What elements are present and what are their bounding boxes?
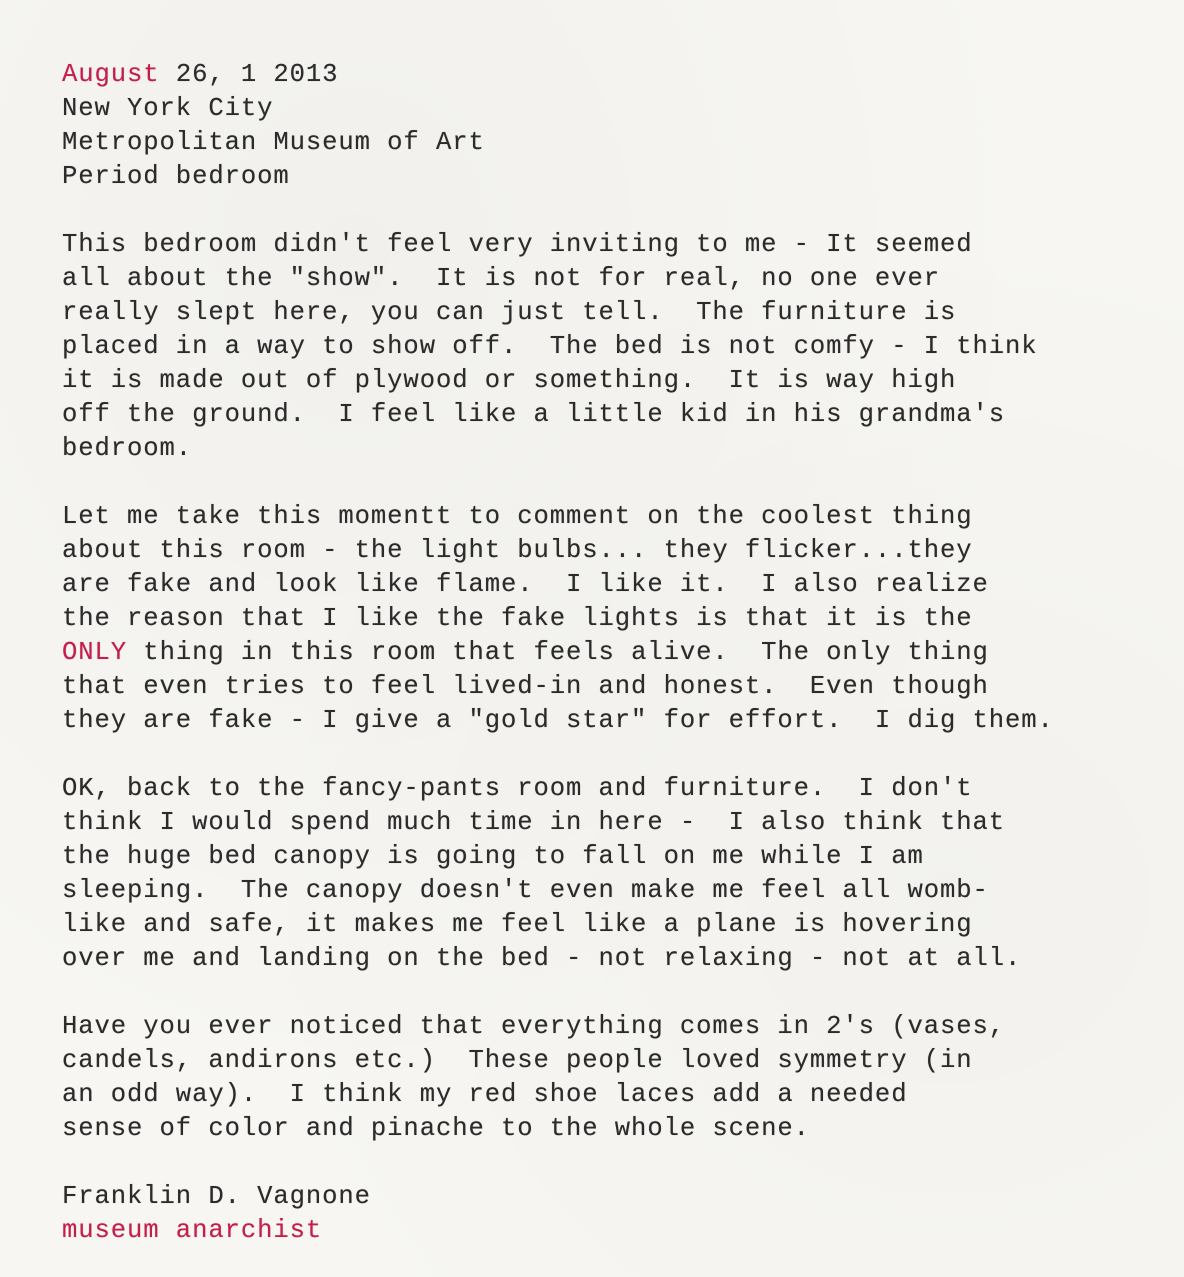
paragraph-gap (62, 194, 1162, 228)
text-line: bedroom. (62, 434, 193, 463)
signature-name: Franklin D. Vagnone (62, 1182, 371, 1211)
paragraph-4 (62, 1010, 1162, 1146)
signature-title: museum anarchist (62, 1216, 323, 1245)
text-line: sleeping. The canopy doesn't even make me feel all womb- (62, 876, 989, 905)
text-line: OK, back to the fancy-pants room and furniture. I don't (62, 774, 973, 803)
text-line: This bedroom didn't feel very inviting to me - It seemed (62, 230, 973, 259)
room-line: Period bedroom (62, 162, 290, 191)
text-line: are fake and look like flame. I like it. I also realize (62, 570, 989, 599)
text-line: off the ground. I feel like a little kid in his grandma's (62, 400, 1006, 429)
text-line: like and safe, it makes me feel like a plane is hovering (62, 910, 973, 939)
museum-line: Metropolitan Museum of Art (62, 128, 485, 157)
text-line: the huge bed canopy is going to fall on me while I am (62, 842, 924, 871)
paragraph-gap (62, 738, 1162, 772)
text-line: it is made out of plywood or something. It is way high (62, 366, 957, 395)
text-line: think I would spend much time in here - I also think that (62, 808, 1006, 837)
date-strikeover: 1 (240, 60, 258, 89)
paragraph-gap (62, 466, 1162, 500)
paragraph-2 (62, 500, 1162, 738)
text-line: over me and landing on the bed - not relaxing - not at all. (62, 944, 1022, 973)
paragraph-gap (62, 1146, 1162, 1180)
paragraph-1 (62, 228, 1162, 466)
text-line: Let me take this momentt to comment on the coolest thing (62, 502, 973, 531)
text-line: candels, andirons etc.) These people loved symmetry (in (62, 1046, 973, 1075)
paragraph-gap (62, 976, 1162, 1010)
date-month: August (62, 60, 160, 89)
text-line: really slept here, you can just tell. The furniture is (62, 298, 957, 327)
text-line: the reason that I like the fake lights is that it is the (62, 604, 973, 633)
text-line: that even tries to feel lived-in and honest. Even though (62, 672, 989, 701)
date-year: 2013 (257, 60, 339, 89)
emphasized-word: ONLY (62, 638, 128, 667)
text-line: about this room - the light bulbs... they flicker...they (62, 536, 973, 565)
text-line-emphasis (62, 636, 1162, 670)
date-day: 26, (159, 60, 241, 89)
paragraph-3 (62, 772, 1162, 976)
text-line: they are fake - I give a "gold star" for effort. I dig them. (62, 706, 1054, 735)
date-line (62, 58, 1162, 92)
text-line-rest: thing in this room that feels alive. The only thing (127, 638, 989, 667)
text-line: Have you ever noticed that everything comes in 2's (vases, (62, 1012, 1006, 1041)
text-line: sense of color and pinache to the whole scene. (62, 1114, 810, 1143)
text-line: placed in a way to show off. The bed is not comfy - I think (62, 332, 1038, 361)
text-line: all about the "show". It is not for real, no one ever (62, 264, 940, 293)
text-line: an odd way). I think my red shoe laces add a needed (62, 1080, 908, 1109)
city-line: New York City (62, 94, 274, 123)
letter-body (62, 58, 1162, 1248)
